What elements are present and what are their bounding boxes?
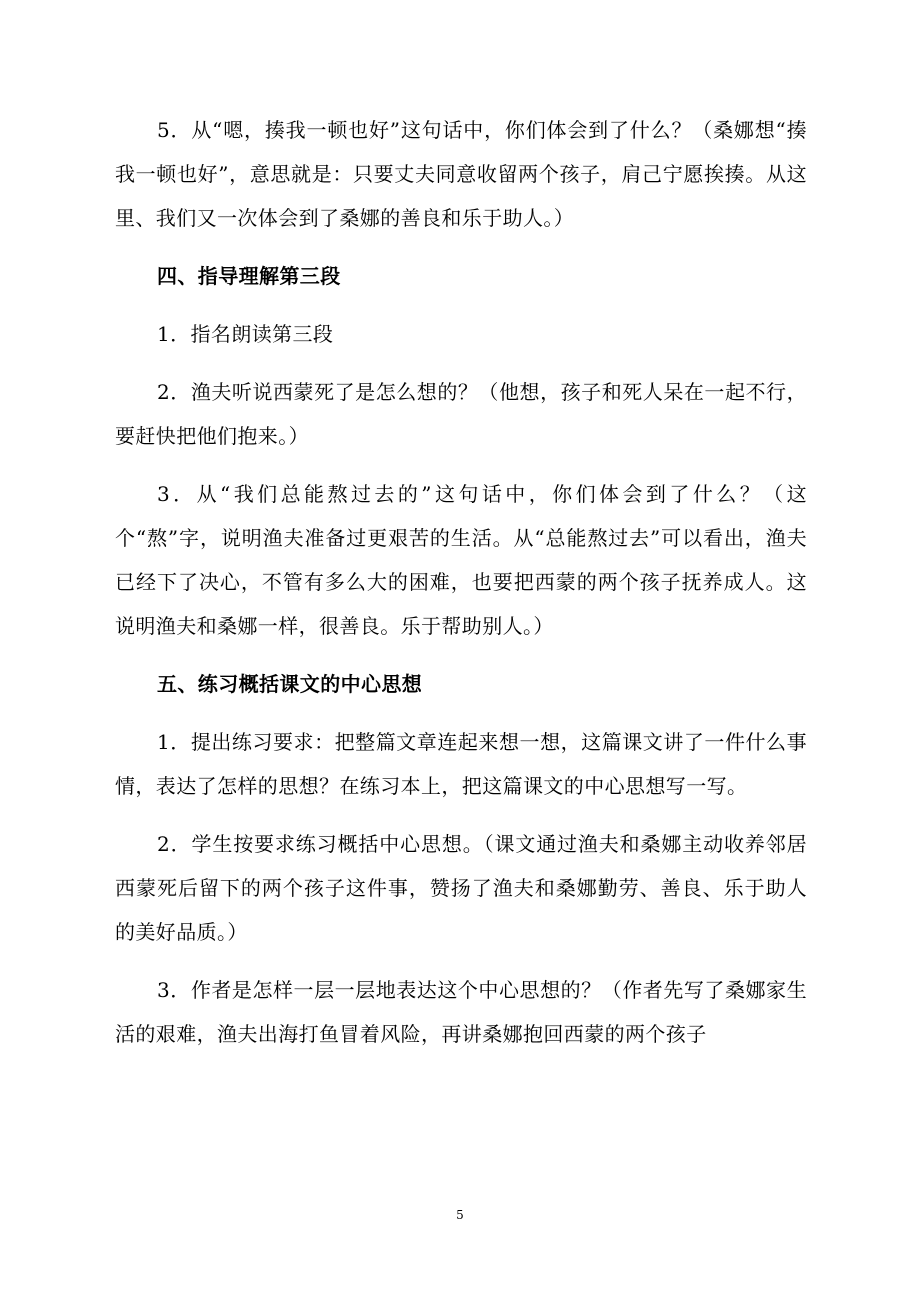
paragraph-q5: 5．从“嗯，揍我一顿也好”这句话中，你们体会到了什么？（桑娜想“揍我一顿也好”，意思就是：只要丈夫同意收留两个孩子，肩己宁愿挨揍。从这里、我们又一次体会到了桑娜的善良和乐于助人。） [115, 118, 807, 230]
document-body [115, 108, 807, 1070]
paragraph-item-1: 1．指名朗读第三段 [157, 322, 334, 346]
paragraph-exercise-1: 1．提出练习要求：把整篇文章连起来想一想，这篇课文讲了一件什么事情，表达了怎样的思想？在练习本上，把这篇课文的中心思想写一写。 [115, 730, 807, 798]
paragraph-exercise-3: 3．作者是怎样一层一层地表达这个中心思想的？（作者先写了桑娜家生活的艰难，渔夫出海打鱼冒着风险，再讲桑娜抱回西蒙的两个孩子 [115, 978, 807, 1046]
paragraph-item-2: 2．渔夫听说西蒙死了是怎么想的？（他想，孩子和死人呆在一起不行，要赶快把他们抱来。） [115, 380, 807, 448]
section-heading-4: 四、指导理解第三段 [157, 264, 341, 288]
section-heading-5: 五、练习概括课文的中心思想 [157, 672, 423, 696]
paragraph-exercise-2: 2．学生按要求练习概括中心思想。（课文通过渔夫和桑娜主动收养邻居西蒙死后留下的两个孩子这件事，赞扬了渔夫和桑娜勤劳、善良、乐于助人的美好品质。） [115, 832, 807, 944]
paragraph-item-3: 3．从“我们总能熬过去的”这句话中，你们体会到了什么？（这个“熬”字，说明渔夫准备过更艰苦的生活。从“总能熬过去”可以看出，渔夫已经下了决心，不管有多么大的困难，也要把西蒙的两个孩子抚养成人。这说明渔夫和桑娜一样，很善良。乐于帮助别人。） [115, 482, 807, 638]
page-number: 5 [456, 1208, 464, 1222]
